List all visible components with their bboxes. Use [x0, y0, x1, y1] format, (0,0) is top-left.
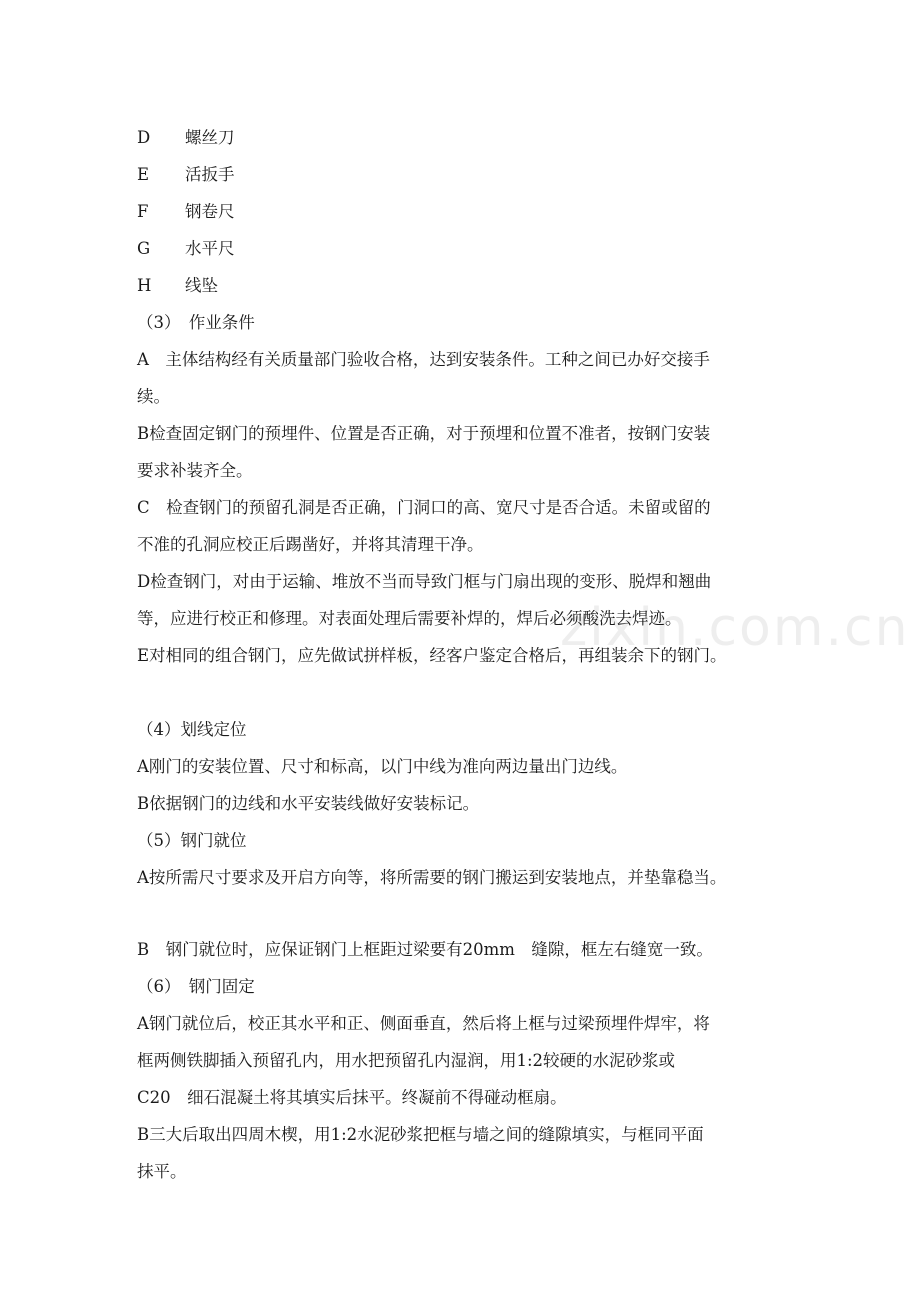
- paragraph-line: B依据钢门的边线和水平安装线做好安装标记。: [137, 794, 480, 813]
- section-heading: （3） 作业条件: [137, 313, 255, 332]
- paragraph-line: B三大后取出四周木楔，用1:2水泥砂浆把框与墙之间的缝隙填实，与框同平面: [137, 1125, 704, 1144]
- paragraph-line: C 检查钢门的预留孔洞是否正确，门洞口的高、宽尺寸是否合适。未留或留的: [137, 498, 711, 517]
- paragraph-line: B 钢门就位时，应保证钢门上框距过梁要有20mm 缝隙，框左右缝宽一致。: [137, 940, 713, 959]
- paragraph-line: 等，应进行校正和修理。对表面处理后需要补焊的，焊后必须酸洗去焊迹。: [137, 609, 682, 628]
- paragraph-line: E对相同的组合钢门，应先做试拼样板，经客户鉴定合格后，再组装余下的钢门。: [137, 646, 727, 665]
- tool-letter: E: [137, 165, 150, 184]
- tool-letter: D: [137, 128, 151, 147]
- blank-line: [137, 674, 787, 711]
- watermark: zixin.com.cn: [560, 598, 910, 658]
- paragraph-line: A按所需尺寸要求及开启方向等，将所需要的钢门搬运到安装地点，并垫靠稳当。: [137, 868, 727, 887]
- tool-item: [137, 119, 787, 156]
- tool-item: [137, 230, 787, 267]
- document-body: [137, 119, 787, 1190]
- tool-name: 钢卷尺: [185, 202, 235, 221]
- paragraph-line: 不准的孔洞应校正后踢凿好，并将其清理干净。: [137, 535, 484, 554]
- tool-item: [137, 156, 787, 193]
- paragraph-line: A刚门的安装位置、尺寸和标高，以门中线为准向两边量出门边线。: [137, 757, 628, 776]
- paragraph-line: A 主体结构经有关质量部门验收合格，达到安装条件。工种之间已办好交接手: [137, 350, 710, 369]
- paragraph-line: 抹平。: [137, 1162, 187, 1181]
- tool-item: [137, 193, 787, 230]
- tool-letter: F: [137, 202, 149, 221]
- paragraph-line: 要求补装齐全。: [137, 461, 253, 480]
- section-heading: （6） 钢门固定: [137, 977, 255, 996]
- paragraph-line: 框两侧铁脚插入预留孔内，用水把预留孔内湿润，用1:2较硬的水泥砂浆或: [137, 1051, 676, 1070]
- section-heading: （4）划线定位: [137, 720, 247, 739]
- paragraph-line: 续。: [137, 387, 170, 406]
- paragraph-line: B检查固定钢门的预埋件、位置是否正确，对于预埋和位置不准者，按钢门安装: [137, 424, 711, 443]
- tool-name: 水平尺: [185, 239, 235, 258]
- paragraph-line: A钢门就位后，校正其水平和正、侧面垂直，然后将上框与过梁预埋件焊牢，将: [137, 1014, 710, 1033]
- tool-name: 活扳手: [185, 165, 235, 184]
- tool-letter: G: [137, 239, 151, 258]
- tool-name: 线坠: [185, 276, 218, 295]
- section-heading: （5）钢门就位: [137, 831, 247, 850]
- tool-name: 螺丝刀: [185, 128, 235, 147]
- paragraph-line: C20 细石混凝土将其填实后抹平。终凝前不得碰动框扇。: [137, 1088, 567, 1107]
- tool-item: [137, 267, 787, 304]
- blank-line: [137, 896, 787, 931]
- tool-letter: H: [137, 276, 152, 295]
- paragraph-line: D检查钢门，对由于运输、堆放不当而导致门框与门扇出现的变形、脱焊和翘曲: [137, 572, 712, 591]
